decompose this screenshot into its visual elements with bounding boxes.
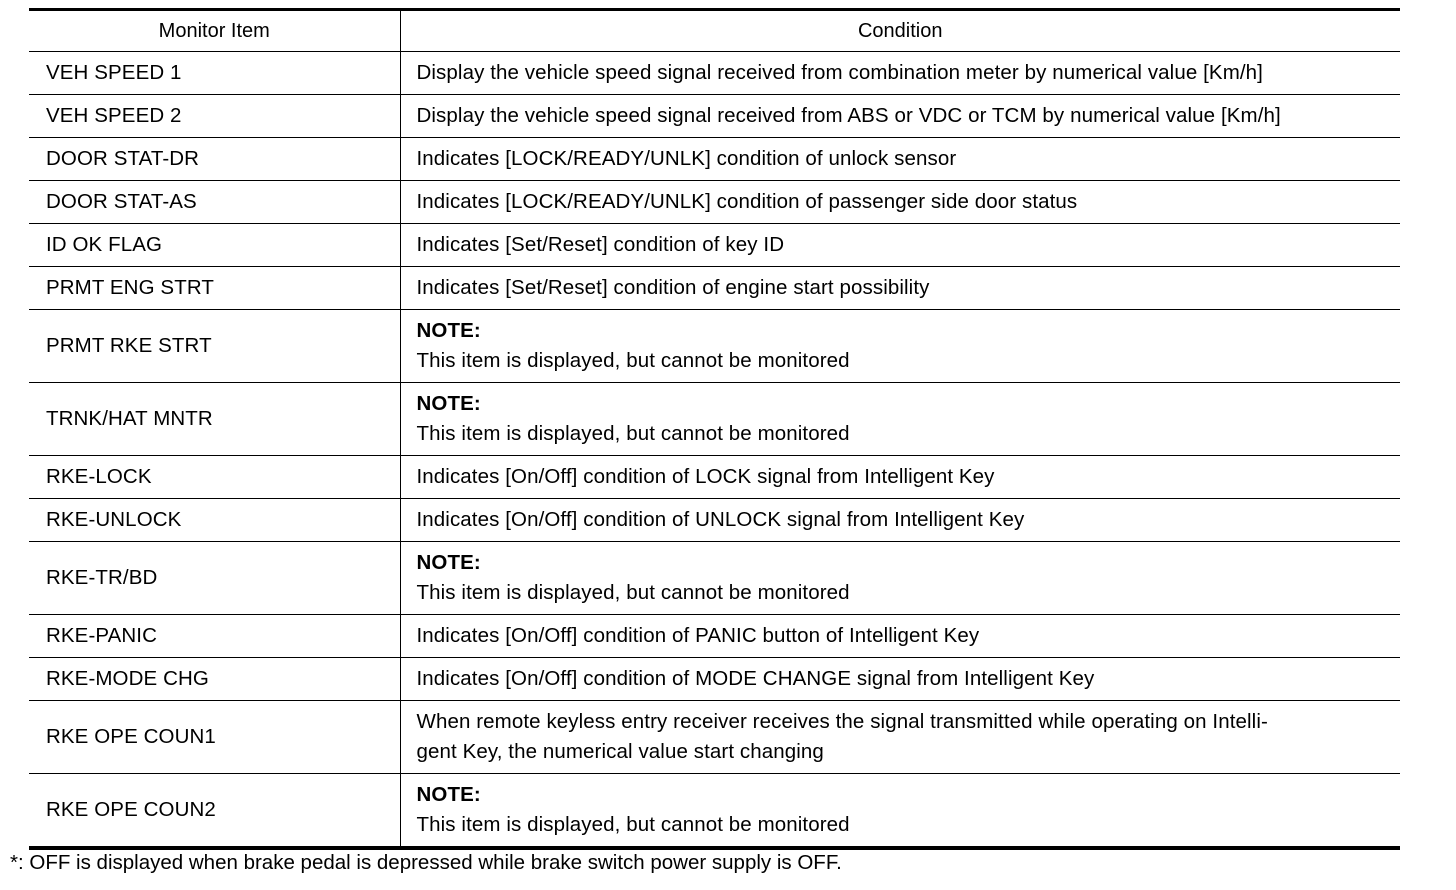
table-row [29,224,1400,267]
monitor-item-cell: RKE-MODE CHG [29,658,400,701]
monitor-item-table [29,11,1400,846]
monitor-item-cell: RKE OPE COUN1 [29,701,400,774]
condition-cell: Indicates [On/Off] condition of UNLOCK signal from Intelligent Key [400,499,1400,542]
note-label: NOTE: [416,319,481,342]
monitor-item-cell: DOOR STAT-AS [29,181,400,224]
table-row [29,383,1400,456]
table-row [29,267,1400,310]
note-text: This item is displayed, but cannot be monitored [416,422,850,445]
condition-line-2: gent Key, the numerical value start changing [416,740,824,763]
condition-cell: Indicates [LOCK/READY/UNLK] condition of passenger side door status [400,181,1400,224]
header-condition: Condition [400,11,1400,52]
table-row [29,499,1400,542]
table-row [29,310,1400,383]
condition-cell [400,310,1400,383]
table-row [29,52,1400,95]
condition-cell: Indicates [On/Off] condition of LOCK signal from Intelligent Key [400,456,1400,499]
table-row [29,95,1400,138]
table-row [29,658,1400,701]
monitor-item-cell: DOOR STAT-DR [29,138,400,181]
table-row [29,615,1400,658]
monitor-item-cell: RKE-TR/BD [29,542,400,615]
condition-line-1: When remote keyless entry receiver receives the signal transmitted while operating on Intelli- [416,710,1268,733]
condition-cell: Indicates [LOCK/READY/UNLK] condition of unlock sensor [400,138,1400,181]
table-header-row [29,11,1400,52]
condition-cell: Display the vehicle speed signal received from combination meter by numerical value [Km/h] [400,52,1400,95]
monitor-item-cell: RKE-UNLOCK [29,499,400,542]
monitor-item-cell: RKE-PANIC [29,615,400,658]
note-label: NOTE: [416,392,481,415]
table-row [29,456,1400,499]
note-text: This item is displayed, but cannot be monitored [416,813,850,836]
monitor-item-cell: VEH SPEED 2 [29,95,400,138]
table-row [29,774,1400,847]
condition-cell: Indicates [On/Off] condition of PANIC button of Intelligent Key [400,615,1400,658]
monitor-item-cell: RKE OPE COUN2 [29,774,400,847]
monitor-item-cell: VEH SPEED 1 [29,52,400,95]
condition-cell: Display the vehicle speed signal received from ABS or VDC or TCM by numerical value [Km/h] [400,95,1400,138]
footnote: *: OFF is displayed when brake pedal is depressed while brake switch power supply is OFF. [10,851,842,874]
condition-cell [400,774,1400,847]
condition-cell [400,383,1400,456]
note-label: NOTE: [416,783,481,806]
monitor-item-cell: PRMT ENG STRT [29,267,400,310]
table-row [29,542,1400,615]
condition-cell [400,701,1400,774]
condition-cell [400,542,1400,615]
condition-cell: Indicates [Set/Reset] condition of key ID [400,224,1400,267]
condition-cell: Indicates [On/Off] condition of MODE CHANGE signal from Intelligent Key [400,658,1400,701]
monitor-item-cell: RKE-LOCK [29,456,400,499]
table-row [29,138,1400,181]
condition-cell: Indicates [Set/Reset] condition of engine start possibility [400,267,1400,310]
note-label: NOTE: [416,551,481,574]
monitor-item-cell: ID OK FLAG [29,224,400,267]
table-row [29,181,1400,224]
note-text: This item is displayed, but cannot be monitored [416,349,850,372]
monitor-item-table-container [29,8,1400,850]
header-monitor-item: Monitor Item [29,11,400,52]
note-text: This item is displayed, but cannot be monitored [416,581,850,604]
monitor-item-cell: TRNK/HAT MNTR [29,383,400,456]
table-row [29,701,1400,774]
monitor-item-cell: PRMT RKE STRT [29,310,400,383]
